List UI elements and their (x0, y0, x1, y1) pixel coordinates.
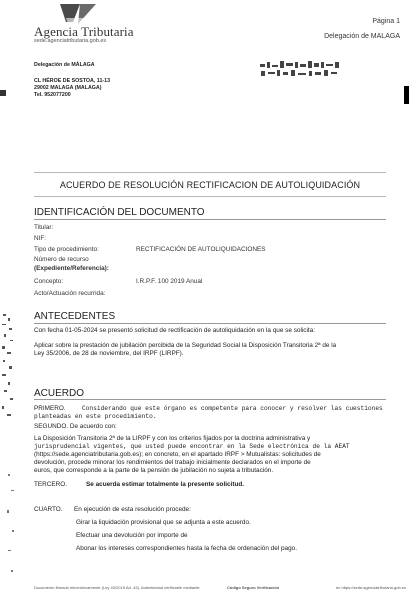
fourth-item-1: Girar la liquidación provisional que se adjunta a este acuerdo. (76, 519, 251, 526)
fourth-item-3: Abonar los intereses correspondientes hasta la fecha de ordenación del pago. (76, 545, 297, 552)
agreement-rule (34, 399, 386, 400)
background-text-2: Aplicar sobre la prestación de jubilación percibida de la Seguridad Social la Disposición Transitoria 2ª de la (34, 342, 337, 349)
second-text: SEGUNDO. De acuerdo con: (34, 423, 117, 430)
second-line-3: (https://sede.agenciatributaria.gob.es); en concreto, en el apartado IRPF > Mutualistas: solicitudes de (34, 451, 321, 458)
agencia-tributaria-logo-icon (56, 4, 96, 24)
background-text-3: Ley 35/2006, de 28 de noviembre, del IRPF (LIRPF). (34, 350, 184, 357)
redacted-stamp (258, 58, 344, 80)
scan-mark-left (0, 90, 6, 96)
fourth-label: CUARTO. (34, 506, 63, 513)
scan-mark (404, 86, 409, 104)
concept-label: Concepto: (34, 278, 64, 285)
background-text-1: Con fecha 01-05-2024 se presentó solicitud de rectificación de autoliquidación en la que se solicita: (34, 327, 316, 334)
procedure-value: RECTIFICACIÓN DE AUTOLIQUIDACIONES (136, 246, 266, 253)
titular-label: Titular: (34, 224, 54, 231)
agreement-heading: ACUERDO (34, 388, 85, 399)
scan-noise (0, 312, 16, 422)
footer-csv: Código Seguro Verificación (227, 585, 280, 590)
second-line-4: devolución, procede minorar los rendimientos del trabajo inicialmente declarados en el importe de (34, 459, 311, 466)
brand-name: Agencia Tributaria (34, 24, 134, 39)
address-street: CL HÉROE DE SOSTOA, 11-13 (34, 78, 111, 84)
second-line-1: La Disposición Transitoria 2ª de la LIRPF y con los criterios fijados por la doctrina administrativa y (34, 435, 311, 442)
concept-value: I.R.P.F. 100 2019 Anual (136, 278, 203, 285)
scan-noise-lower (6, 470, 16, 590)
title-rule-bottom (34, 196, 386, 197)
record-label: Número de recurso (34, 256, 89, 263)
first-text-1: Considerando que este órgano es competente para conocer y resolver las cuestiones (82, 405, 383, 412)
fourth-item-2: Efectuar una devolución por importe de (76, 532, 188, 539)
record-label-ref: (Expediente/Referencia): (34, 265, 109, 272)
third-label: TERCERO. (34, 481, 68, 488)
identification-heading: IDENTIFICACIÓN DEL DOCUMENTO (34, 207, 205, 218)
nif-label: NIF: (34, 235, 47, 242)
footer-left: Documento firmado electrónicamente (Ley 40/2015 Art. 43). Autenticidad verificable mediante (34, 585, 200, 590)
background-heading: ANTECEDENTES (34, 311, 116, 322)
first-label: PRIMERO. (34, 405, 66, 412)
second-line-5: euros, que corresponde a la parte de la pensión de jubilación no sujeta a tributación. (34, 467, 274, 474)
background-rule (34, 323, 386, 324)
third-text: Se acuerda estimar totalmente la presente solicitud. (86, 481, 245, 488)
fourth-text: En ejecución de esta resolución procede: (74, 506, 191, 513)
identification-rule (34, 219, 386, 220)
footer-right: en https://sede.agenciatributaria.gob.es (335, 585, 406, 590)
document-title: ACUERDO DE RESOLUCIÓN RECTIFICACION DE AUTOLIQUIDACIÓN (59, 180, 361, 190)
page-number: Página 1 (372, 18, 400, 25)
first-text-2: planteadas en este procedimiento. (34, 413, 157, 420)
procedure-label: Tipo de procedimiento: (34, 246, 99, 253)
brand-url: sede.agenciatributaria.gob.es (34, 38, 107, 44)
address-office: Delegación de MÁLAGA (34, 62, 95, 68)
address-phone: Tel. 952077200 (34, 92, 71, 98)
second-line-2: jurisprudencial vigentes, que usted puede encontrar en la Sede electrónica de la AEAT (34, 443, 350, 450)
title-rule-top (34, 172, 386, 173)
act-label: Acto/Actuación recurrida: (34, 290, 106, 297)
address-city: 29002 MALAGA (MALAGA) (34, 85, 102, 91)
header-delegation: Delegación de MALAGA (324, 33, 400, 40)
